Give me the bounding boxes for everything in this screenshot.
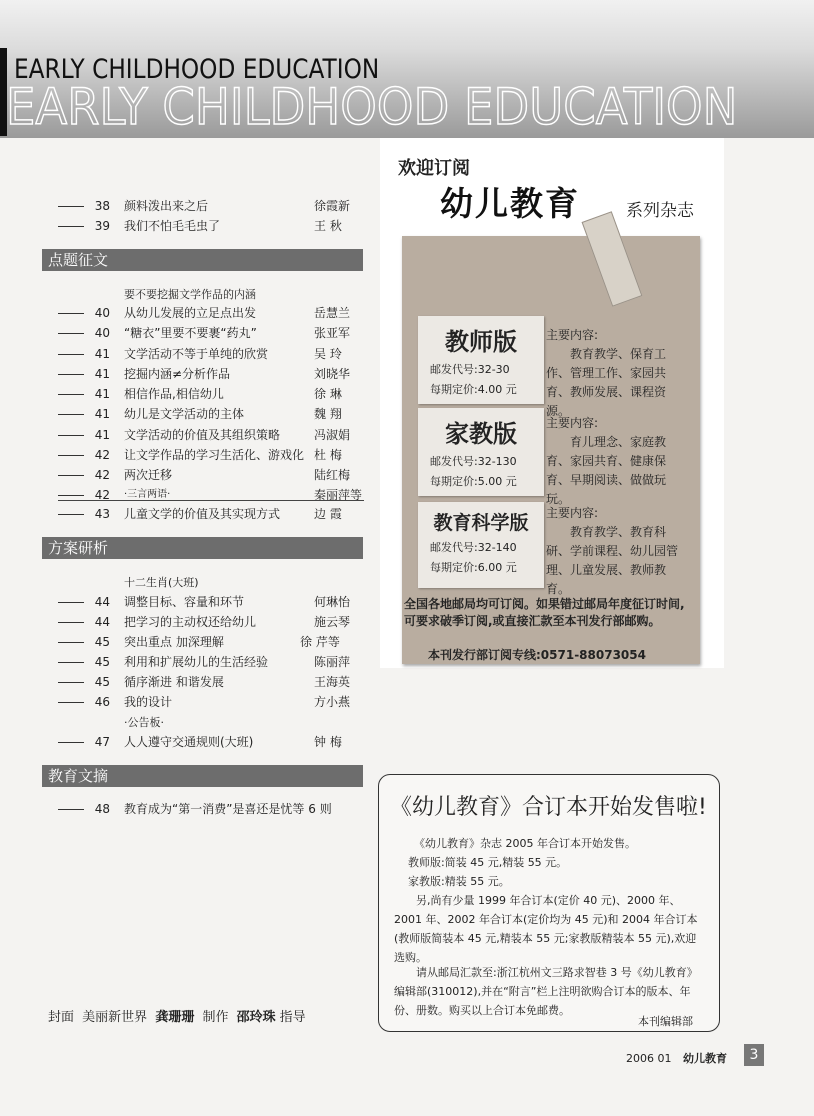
banner-title-large: EARLY CHILDHOOD EDUCATION xyxy=(6,78,738,136)
toc-entry[interactable] xyxy=(58,799,368,819)
credit-author: 龚珊珊 xyxy=(155,1010,195,1025)
page-number: 42 xyxy=(94,488,110,502)
leader-line xyxy=(58,313,84,314)
edition-name: 教师版 xyxy=(445,328,517,356)
announcement-paragraph: 《幼儿教育》杂志 2005 年合订本开始发售。 xyxy=(414,837,636,850)
leader-line xyxy=(58,622,84,623)
announcement-paragraph: 家教版:精装 55 元。 xyxy=(408,875,510,888)
entry-title: 颜料泼出来之后 xyxy=(124,199,209,213)
subscription-notice: 全国各地邮局均可订阅。如果错过邮局年度征订时间,可要求破季订阅,或直接汇款至本刊发行部邮购。 xyxy=(404,597,685,628)
leader-line xyxy=(58,514,84,515)
entry-author: 刘晓华 xyxy=(314,367,351,381)
entry-title: 我的设计 xyxy=(124,695,173,709)
entry-author: 岳慧兰 xyxy=(314,306,351,320)
announcement-paragraph: 请从邮局汇款至:浙江杭州文三路求智巷 3 号《幼儿教育》编辑部(310012),并在“附言”栏上注明欲购合订本的版本、年份、册数。购买以上合订本免邮费。 xyxy=(394,966,698,1017)
credit-cover-label: 封面 xyxy=(48,1010,75,1025)
content-label: 主要内容: xyxy=(546,416,599,430)
leader-line xyxy=(58,206,84,207)
leader-line xyxy=(58,226,84,227)
leader-line xyxy=(58,682,84,683)
entry-author: 方小燕 xyxy=(314,695,351,709)
page-number-badge: 3 xyxy=(744,1044,764,1066)
page-number: 45 xyxy=(94,635,110,649)
edition-code: 邮发代号:32-130 xyxy=(430,455,517,468)
leader-line xyxy=(58,394,84,395)
entry-author: 王海英 xyxy=(314,675,351,689)
entry-author: 何琳怡 xyxy=(314,595,351,609)
entry-author: 杜 梅 xyxy=(314,448,342,462)
toc-entry[interactable] xyxy=(58,404,368,424)
entry-title: “糖衣”里要不要裹“药丸” xyxy=(124,326,257,340)
section-header-essay: 点题征文 xyxy=(42,249,363,271)
entry-author: 魏 翔 xyxy=(314,407,342,421)
edition-content-family xyxy=(546,414,686,509)
leader-line xyxy=(58,333,84,334)
entry-title: 文学活动不等于单纯的欣赏 xyxy=(124,347,269,361)
entry-title: 从幼儿发展的立足点出发 xyxy=(124,306,257,320)
edition-card-teacher xyxy=(418,316,544,404)
divider xyxy=(58,500,364,501)
page-number: 48 xyxy=(94,802,110,816)
section-header-plans: 方案研析 xyxy=(42,537,363,559)
leader-line xyxy=(58,662,84,663)
entry-title: 两次迁移 xyxy=(124,468,173,482)
page-number: 41 xyxy=(94,407,110,421)
cover-credits xyxy=(48,1006,310,1025)
entry-title: 文学活动的价值及其组织策略 xyxy=(124,428,281,442)
essay-subtitle: 要不要挖掘文学作品的内涵 xyxy=(124,288,256,301)
entry-title: ·三言两语· xyxy=(124,489,171,500)
entry-author: 徐 琳 xyxy=(314,387,342,401)
content-label: 主要内容: xyxy=(546,506,599,520)
credit-maker: 邵玲珠 xyxy=(236,1010,276,1025)
content-label: 主要内容: xyxy=(546,328,599,342)
edition-card-family xyxy=(418,408,544,496)
footer-issue: 2006 01 xyxy=(626,1052,672,1065)
header-banner xyxy=(0,0,814,138)
credit-cover-title: 美丽新世界 xyxy=(82,1010,148,1025)
toc-entry[interactable] xyxy=(58,465,368,485)
toc-entry[interactable] xyxy=(58,344,368,364)
entry-author: 冯淑娟 xyxy=(314,428,351,442)
leader-line xyxy=(58,742,84,743)
promo-series: 系列杂志 xyxy=(626,201,694,221)
page-number: 38 xyxy=(94,199,110,213)
entry-title: 教育成为“第一消费”是喜还是忧等 6 则 xyxy=(124,802,332,816)
edition-content-science xyxy=(546,504,686,599)
entry-title: 让文学作品的学习生活化、游戏化 xyxy=(124,448,305,462)
page-number: 40 xyxy=(94,306,110,320)
edition-price: 每期定价:6.00 元 xyxy=(430,561,517,574)
page-number: 42 xyxy=(94,448,110,462)
leader-line xyxy=(58,354,84,355)
toc-entry[interactable] xyxy=(58,425,368,445)
announcement-paragraph: 教师版:简装 45 元,精装 55 元。 xyxy=(408,856,568,869)
plans-subtitle: 十二生肖(大班) xyxy=(124,576,199,589)
toc-entry[interactable] xyxy=(58,485,368,505)
toc-entry[interactable] xyxy=(58,652,368,672)
announcement-paragraph: 另,尚有少量 1999 年合订本(定价 40 元)、2000 年、2001 年、2002 年合订本(定价均为 45 元)和 2004 年合订本(教师版简装本 45 元,精装本 55 元;家教版精装本 55 元),欢迎选购。 xyxy=(394,894,698,964)
page-number: 41 xyxy=(94,367,110,381)
leader-line xyxy=(58,702,84,703)
footer-magazine: 幼儿教育 xyxy=(683,1052,727,1065)
leader-line xyxy=(58,602,84,603)
toc-entry[interactable] xyxy=(58,323,368,343)
entry-title: 我们不怕毛毛虫了 xyxy=(124,219,221,233)
leader-line xyxy=(58,475,84,476)
entry-author: 徐霞新 xyxy=(314,199,351,213)
edition-name: 家教版 xyxy=(445,420,517,448)
entry-title: 把学习的主动权还给幼儿 xyxy=(124,615,257,629)
entry-author: 边 霞 xyxy=(314,507,342,521)
toc-entry[interactable] xyxy=(58,384,368,404)
page-number: 40 xyxy=(94,326,110,340)
credit-made-label: 制作 xyxy=(202,1010,229,1025)
page-number: 43 xyxy=(94,507,110,521)
entry-author: 吴 玲 xyxy=(314,347,342,361)
toc-entry[interactable] xyxy=(58,692,368,712)
page-number: 41 xyxy=(94,428,110,442)
promo-magazine-name: 幼儿教育 xyxy=(440,184,580,223)
entry-author: 陈丽萍 xyxy=(314,655,351,669)
section-header-digest: 教育文摘 xyxy=(42,765,363,787)
page-number: 45 xyxy=(94,675,110,689)
entry-author: 施云琴 xyxy=(314,615,351,629)
page-number: 45 xyxy=(94,655,110,669)
page-number: 41 xyxy=(94,387,110,401)
entry-author: 王 秋 xyxy=(314,219,342,233)
entry-title: 突出重点 加深理解 xyxy=(124,635,224,649)
toc-entry[interactable] xyxy=(58,612,368,632)
leader-line xyxy=(58,455,84,456)
entry-author: 徐 芹等 xyxy=(300,635,340,649)
entry-author: 秦丽萍等 xyxy=(314,488,363,502)
promo-welcome: 欢迎订阅 xyxy=(398,158,470,179)
entry-title: 人人遵守交通规则(大班) xyxy=(124,735,254,749)
toc-entry[interactable] xyxy=(58,216,368,236)
credit-guide-label: 指导 xyxy=(279,1010,306,1025)
toc-entry[interactable] xyxy=(58,504,368,524)
toc-entry[interactable] xyxy=(58,445,368,465)
toc-entry[interactable] xyxy=(58,592,368,612)
entry-title: 儿童文学的价值及其实现方式 xyxy=(124,507,281,521)
content-text: 育儿理念、家庭教育、家园共育、健康保育、早期阅读、做做玩玩。 xyxy=(546,435,667,506)
entry-author: 张亚军 xyxy=(314,326,351,340)
page-number: 44 xyxy=(94,595,110,609)
leader-line xyxy=(58,414,84,415)
banner-title-small: EARLY CHILDHOOD EDUCATION xyxy=(14,54,380,85)
leader-line xyxy=(58,374,84,375)
leader-line xyxy=(58,809,84,810)
leader-line xyxy=(58,435,84,436)
entry-title: 利用和扩展幼儿的生活经验 xyxy=(124,655,269,669)
entry-title: 调整目标、容量和环节 xyxy=(124,595,245,609)
announcement-signature: 本刊编辑部 xyxy=(638,1015,693,1028)
content-text: 教育教学、教育科研、学前课程、幼儿园管理、儿童发展、教师教育。 xyxy=(546,525,679,596)
edition-code: 邮发代号:32-30 xyxy=(430,363,510,376)
edition-card-science xyxy=(418,502,544,588)
entry-author: 陆红梅 xyxy=(314,468,351,482)
page-number: 46 xyxy=(94,695,110,709)
edition-content-teacher xyxy=(546,326,686,421)
entry-title: 挖掘内涵≠分析作品 xyxy=(124,367,231,381)
page-number: 47 xyxy=(94,735,110,749)
edition-price: 每期定价:5.00 元 xyxy=(430,475,517,488)
announcement-title: 《幼儿教育》合订本开始发售啦! xyxy=(390,795,707,820)
entry-title: 相信作品,相信幼儿 xyxy=(124,387,224,401)
page-footer xyxy=(626,1050,727,1066)
bulletin-label: ·公告板· xyxy=(124,716,164,729)
toc-entry[interactable] xyxy=(58,364,368,384)
content-text: 教育教学、保育工作、管理工作、家园共育、教师发展、课程资源。 xyxy=(546,347,667,418)
toc-entry[interactable] xyxy=(58,303,368,323)
page-number: 42 xyxy=(94,468,110,482)
leader-line xyxy=(58,642,84,643)
entry-author: 钟 梅 xyxy=(314,735,342,749)
page-number: 39 xyxy=(94,219,110,233)
edition-code: 邮发代号:32-140 xyxy=(430,541,517,554)
subscription-hotline: 本刊发行部订阅专线:0571-88073054 xyxy=(428,648,646,662)
entry-title: 幼儿是文学活动的主体 xyxy=(124,407,245,421)
edition-name: 教育科学版 xyxy=(433,512,529,534)
page-number: 41 xyxy=(94,347,110,361)
leader-line xyxy=(58,495,84,496)
toc-entry[interactable] xyxy=(58,672,368,692)
page-number: 44 xyxy=(94,615,110,629)
entry-title: 循序渐进 和谐发展 xyxy=(124,675,224,689)
toc-entry[interactable] xyxy=(58,196,368,216)
edition-price: 每期定价:4.00 元 xyxy=(430,383,517,396)
toc-entry[interactable] xyxy=(58,732,368,752)
toc-entry[interactable] xyxy=(58,632,368,652)
